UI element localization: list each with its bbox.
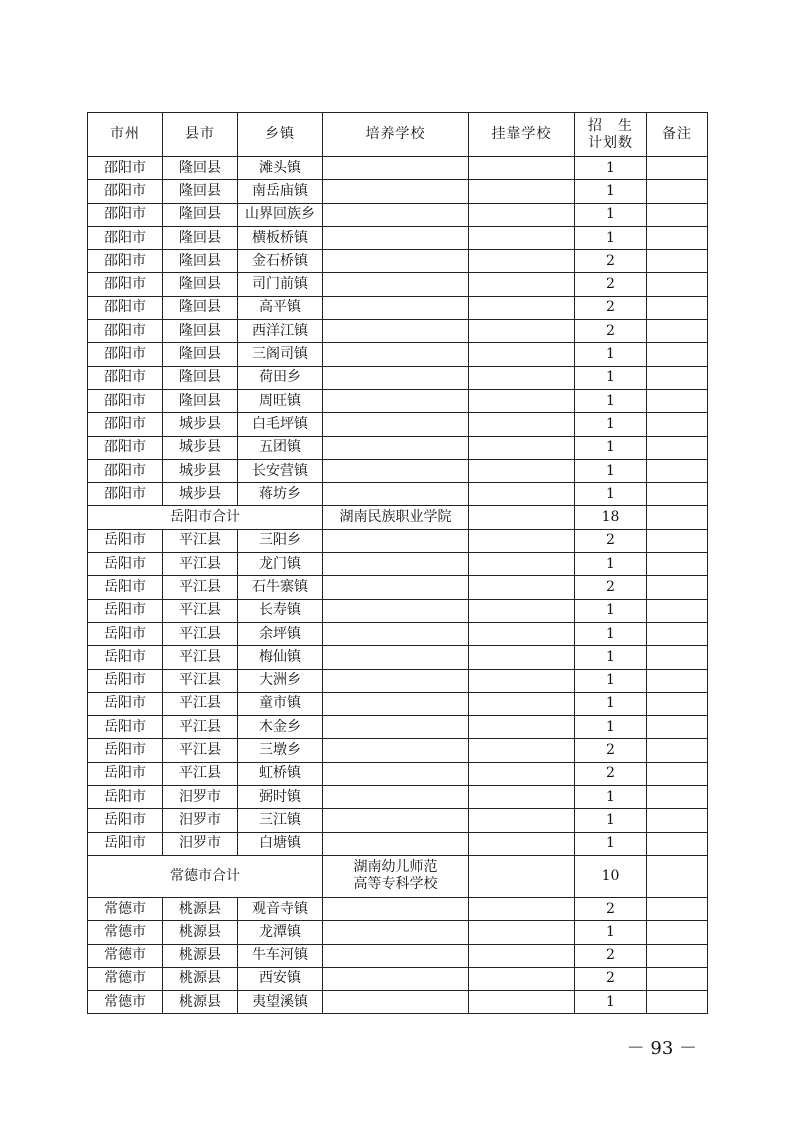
school-cell <box>323 599 469 622</box>
affiliated-cell <box>469 250 575 273</box>
town-cell: 长寿镇 <box>238 599 323 622</box>
county-cell: 平江县 <box>163 529 238 552</box>
county-cell: 桃源县 <box>163 991 238 1014</box>
city-cell: 邵阳市 <box>88 250 163 273</box>
header-county: 县市 <box>163 113 238 157</box>
header-affiliated: 挂靠学校 <box>469 113 575 157</box>
plan-cell: 2 <box>575 967 647 990</box>
table-row <box>88 991 708 1014</box>
plan-cell: 1 <box>575 226 647 249</box>
plan-cell: 2 <box>575 576 647 599</box>
remark-cell <box>647 180 708 203</box>
affiliated-cell <box>469 692 575 715</box>
affiliated-cell <box>469 553 575 576</box>
town-cell: 观音寺镇 <box>238 897 323 920</box>
county-cell: 城步县 <box>163 413 238 436</box>
city-cell: 邵阳市 <box>88 483 163 506</box>
city-cell: 岳阳市 <box>88 622 163 645</box>
table-row <box>88 343 708 366</box>
remark-cell <box>647 413 708 436</box>
town-cell: 高平镇 <box>238 296 323 319</box>
county-cell: 平江县 <box>163 739 238 762</box>
header-plan-line1: 招 生 <box>588 117 633 134</box>
total-school-line2: 高等专科学校 <box>353 876 438 893</box>
plan-cell: 2 <box>575 273 647 296</box>
affiliated-cell <box>469 967 575 990</box>
total-row <box>88 506 708 529</box>
total-school-cell: 湖南民族职业学院 <box>323 506 469 529</box>
town-cell: 五团镇 <box>238 436 323 459</box>
county-cell: 平江县 <box>163 622 238 645</box>
affiliated-cell <box>469 506 575 529</box>
city-cell: 岳阳市 <box>88 529 163 552</box>
total-row <box>88 855 708 897</box>
remark-cell <box>647 203 708 226</box>
affiliated-cell <box>469 921 575 944</box>
affiliated-cell <box>469 786 575 809</box>
affiliated-cell <box>469 622 575 645</box>
header-remark: 备注 <box>647 113 708 157</box>
table-row <box>88 203 708 226</box>
table-row <box>88 366 708 389</box>
school-cell <box>323 226 469 249</box>
table-row <box>88 809 708 832</box>
table-row <box>88 157 708 180</box>
plan-cell: 1 <box>575 343 647 366</box>
school-cell <box>323 622 469 645</box>
plan-cell: 1 <box>575 646 647 669</box>
table-row <box>88 622 708 645</box>
total-school-cell <box>323 855 469 897</box>
school-cell <box>323 692 469 715</box>
table-row <box>88 716 708 739</box>
remark-cell <box>647 967 708 990</box>
city-cell: 岳阳市 <box>88 832 163 855</box>
town-cell: 南岳庙镇 <box>238 180 323 203</box>
city-cell: 常德市 <box>88 921 163 944</box>
city-cell: 岳阳市 <box>88 739 163 762</box>
town-cell: 长安营镇 <box>238 459 323 482</box>
remark-cell <box>647 157 708 180</box>
county-cell: 隆回县 <box>163 226 238 249</box>
affiliated-cell <box>469 343 575 366</box>
plan-cell: 1 <box>575 599 647 622</box>
school-cell <box>323 832 469 855</box>
plan-cell: 1 <box>575 921 647 944</box>
county-cell: 隆回县 <box>163 273 238 296</box>
total-label-cell: 常德市合计 <box>88 855 323 897</box>
plan-cell: 1 <box>575 786 647 809</box>
table-row <box>88 296 708 319</box>
town-cell: 西洋江镇 <box>238 320 323 343</box>
county-cell: 隆回县 <box>163 180 238 203</box>
remark-cell <box>647 944 708 967</box>
table-row <box>88 553 708 576</box>
affiliated-cell <box>469 296 575 319</box>
school-cell <box>323 459 469 482</box>
town-cell: 龙潭镇 <box>238 921 323 944</box>
town-cell: 梅仙镇 <box>238 646 323 669</box>
county-cell: 隆回县 <box>163 157 238 180</box>
plan-cell: 1 <box>575 692 647 715</box>
table-row <box>88 389 708 412</box>
town-cell: 西安镇 <box>238 967 323 990</box>
plan-cell: 2 <box>575 762 647 785</box>
table-row <box>88 436 708 459</box>
school-cell <box>323 389 469 412</box>
city-cell: 岳阳市 <box>88 716 163 739</box>
school-cell <box>323 809 469 832</box>
school-cell <box>323 716 469 739</box>
county-cell: 桃源县 <box>163 967 238 990</box>
remark-cell <box>647 762 708 785</box>
city-cell: 岳阳市 <box>88 809 163 832</box>
table-row <box>88 413 708 436</box>
plan-cell: 2 <box>575 897 647 920</box>
school-cell <box>323 296 469 319</box>
town-cell: 大洲乡 <box>238 669 323 692</box>
school-cell <box>323 343 469 366</box>
county-cell: 隆回县 <box>163 320 238 343</box>
county-cell: 汨罗市 <box>163 832 238 855</box>
city-cell: 常德市 <box>88 944 163 967</box>
plan-cell: 1 <box>575 483 647 506</box>
plan-cell: 1 <box>575 553 647 576</box>
plan-cell: 2 <box>575 296 647 319</box>
remark-cell <box>647 991 708 1014</box>
town-cell: 金石桥镇 <box>238 250 323 273</box>
affiliated-cell <box>469 157 575 180</box>
remark-cell <box>647 716 708 739</box>
affiliated-cell <box>469 762 575 785</box>
county-cell: 桃源县 <box>163 921 238 944</box>
header-row <box>88 113 708 157</box>
school-cell <box>323 250 469 273</box>
affiliated-cell <box>469 944 575 967</box>
city-cell: 岳阳市 <box>88 762 163 785</box>
remark-cell <box>647 646 708 669</box>
plan-cell: 1 <box>575 203 647 226</box>
school-cell <box>323 576 469 599</box>
enrollment-plan-table <box>87 112 708 1014</box>
header-city: 市州 <box>88 113 163 157</box>
affiliated-cell <box>469 897 575 920</box>
total-school-line1: 湖南幼儿师范 <box>353 859 438 876</box>
table-row <box>88 273 708 296</box>
school-cell <box>323 786 469 809</box>
town-cell: 石牛寨镇 <box>238 576 323 599</box>
table-row <box>88 180 708 203</box>
remark-cell <box>647 786 708 809</box>
header-town: 乡镇 <box>238 113 323 157</box>
table-row <box>88 459 708 482</box>
page-number: － 93 － <box>626 1038 697 1059</box>
county-cell: 汨罗市 <box>163 786 238 809</box>
school-cell <box>323 273 469 296</box>
city-cell: 岳阳市 <box>88 786 163 809</box>
town-cell: 滩头镇 <box>238 157 323 180</box>
table-row <box>88 576 708 599</box>
remark-cell <box>647 553 708 576</box>
affiliated-cell <box>469 273 575 296</box>
school-cell <box>323 897 469 920</box>
school-cell <box>323 203 469 226</box>
remark-cell <box>647 832 708 855</box>
town-cell: 三阳乡 <box>238 529 323 552</box>
city-cell: 邵阳市 <box>88 296 163 319</box>
affiliated-cell <box>469 646 575 669</box>
affiliated-cell <box>469 716 575 739</box>
county-cell: 隆回县 <box>163 366 238 389</box>
city-cell: 岳阳市 <box>88 646 163 669</box>
town-cell: 童市镇 <box>238 692 323 715</box>
table-row <box>88 967 708 990</box>
plan-cell: 1 <box>575 832 647 855</box>
plan-cell: 1 <box>575 413 647 436</box>
affiliated-cell <box>469 483 575 506</box>
table-row <box>88 226 708 249</box>
affiliated-cell <box>469 180 575 203</box>
affiliated-cell <box>469 389 575 412</box>
affiliated-cell <box>469 203 575 226</box>
city-cell: 邵阳市 <box>88 273 163 296</box>
town-cell: 木金乡 <box>238 716 323 739</box>
county-cell: 城步县 <box>163 459 238 482</box>
table-row <box>88 739 708 762</box>
plan-cell: 2 <box>575 739 647 762</box>
remark-cell <box>647 343 708 366</box>
plan-cell: 1 <box>575 180 647 203</box>
affiliated-cell <box>469 599 575 622</box>
plan-cell: 2 <box>575 529 647 552</box>
county-cell: 汨罗市 <box>163 809 238 832</box>
affiliated-cell <box>469 739 575 762</box>
county-cell: 平江县 <box>163 553 238 576</box>
remark-cell <box>647 897 708 920</box>
affiliated-cell <box>469 809 575 832</box>
county-cell: 平江县 <box>163 576 238 599</box>
remark-cell <box>647 739 708 762</box>
town-cell: 周旺镇 <box>238 389 323 412</box>
remark-cell <box>647 622 708 645</box>
school-cell <box>323 320 469 343</box>
town-cell: 三江镇 <box>238 809 323 832</box>
school-cell <box>323 413 469 436</box>
affiliated-cell <box>469 366 575 389</box>
table-row <box>88 832 708 855</box>
city-cell: 常德市 <box>88 897 163 920</box>
remark-cell <box>647 692 708 715</box>
affiliated-cell <box>469 855 575 897</box>
remark-cell <box>647 273 708 296</box>
remark-cell <box>647 459 708 482</box>
table-row <box>88 320 708 343</box>
city-cell: 岳阳市 <box>88 576 163 599</box>
header-plan <box>575 113 647 157</box>
county-cell: 隆回县 <box>163 203 238 226</box>
affiliated-cell <box>469 226 575 249</box>
remark-cell <box>647 809 708 832</box>
remark-cell <box>647 669 708 692</box>
affiliated-cell <box>469 320 575 343</box>
plan-cell: 1 <box>575 716 647 739</box>
county-cell: 隆回县 <box>163 250 238 273</box>
school-cell <box>323 762 469 785</box>
table-row <box>88 483 708 506</box>
affiliated-cell <box>469 669 575 692</box>
city-cell: 邵阳市 <box>88 320 163 343</box>
table-row <box>88 529 708 552</box>
plan-cell: 1 <box>575 389 647 412</box>
table-row <box>88 944 708 967</box>
county-cell: 隆回县 <box>163 343 238 366</box>
city-cell: 邵阳市 <box>88 366 163 389</box>
city-cell: 邵阳市 <box>88 157 163 180</box>
table-row <box>88 762 708 785</box>
affiliated-cell <box>469 436 575 459</box>
city-cell: 邵阳市 <box>88 226 163 249</box>
remark-cell <box>647 436 708 459</box>
town-cell: 夷望溪镇 <box>238 991 323 1014</box>
table-row <box>88 250 708 273</box>
town-cell: 横板桥镇 <box>238 226 323 249</box>
town-cell: 蒋坊乡 <box>238 483 323 506</box>
total-plan-cell: 18 <box>575 506 647 529</box>
school-cell <box>323 529 469 552</box>
remark-cell <box>647 296 708 319</box>
county-cell: 平江县 <box>163 669 238 692</box>
school-cell <box>323 991 469 1014</box>
plan-cell: 1 <box>575 459 647 482</box>
county-cell: 平江县 <box>163 646 238 669</box>
town-cell: 荷田乡 <box>238 366 323 389</box>
plan-cell: 1 <box>575 366 647 389</box>
town-cell: 白塘镇 <box>238 832 323 855</box>
city-cell: 岳阳市 <box>88 669 163 692</box>
city-cell: 邵阳市 <box>88 413 163 436</box>
school-cell <box>323 739 469 762</box>
county-cell: 城步县 <box>163 483 238 506</box>
county-cell: 隆回县 <box>163 389 238 412</box>
affiliated-cell <box>469 991 575 1014</box>
table-row <box>88 897 708 920</box>
total-label-cell: 岳阳市合计 <box>88 506 323 529</box>
school-cell <box>323 483 469 506</box>
county-cell: 隆回县 <box>163 296 238 319</box>
school-cell <box>323 436 469 459</box>
school-cell <box>323 967 469 990</box>
table-row <box>88 692 708 715</box>
city-cell: 常德市 <box>88 991 163 1014</box>
affiliated-cell <box>469 576 575 599</box>
remark-cell <box>647 389 708 412</box>
remark-cell <box>647 921 708 944</box>
county-cell: 平江县 <box>163 716 238 739</box>
school-cell <box>323 944 469 967</box>
school-cell <box>323 646 469 669</box>
school-cell <box>323 366 469 389</box>
city-cell: 岳阳市 <box>88 692 163 715</box>
plan-cell: 2 <box>575 250 647 273</box>
affiliated-cell <box>469 413 575 436</box>
school-cell <box>323 553 469 576</box>
town-cell: 司门前镇 <box>238 273 323 296</box>
remark-cell <box>647 529 708 552</box>
plan-cell: 1 <box>575 669 647 692</box>
affiliated-cell <box>469 459 575 482</box>
header-plan-line2: 计划数 <box>588 134 633 151</box>
table-row <box>88 599 708 622</box>
school-cell <box>323 921 469 944</box>
remark-cell <box>647 576 708 599</box>
town-cell: 余坪镇 <box>238 622 323 645</box>
school-cell <box>323 180 469 203</box>
county-cell: 桃源县 <box>163 944 238 967</box>
town-cell: 山界回族乡 <box>238 203 323 226</box>
city-cell: 邵阳市 <box>88 203 163 226</box>
county-cell: 平江县 <box>163 762 238 785</box>
plan-cell: 1 <box>575 157 647 180</box>
remark-cell <box>647 483 708 506</box>
remark-cell <box>647 599 708 622</box>
total-plan-cell: 10 <box>575 855 647 897</box>
city-cell: 岳阳市 <box>88 553 163 576</box>
town-cell: 白毛坪镇 <box>238 413 323 436</box>
town-cell: 虹桥镇 <box>238 762 323 785</box>
county-cell: 平江县 <box>163 599 238 622</box>
plan-cell: 1 <box>575 436 647 459</box>
city-cell: 常德市 <box>88 967 163 990</box>
remark-cell <box>647 250 708 273</box>
affiliated-cell <box>469 832 575 855</box>
city-cell: 邵阳市 <box>88 436 163 459</box>
table-row <box>88 646 708 669</box>
table-row <box>88 921 708 944</box>
city-cell: 邵阳市 <box>88 389 163 412</box>
plan-cell: 2 <box>575 944 647 967</box>
county-cell: 平江县 <box>163 692 238 715</box>
county-cell: 城步县 <box>163 436 238 459</box>
city-cell: 岳阳市 <box>88 599 163 622</box>
plan-cell: 2 <box>575 320 647 343</box>
remark-cell <box>647 320 708 343</box>
city-cell: 邵阳市 <box>88 343 163 366</box>
remark-cell <box>647 366 708 389</box>
county-cell: 桃源县 <box>163 897 238 920</box>
town-cell: 三阁司镇 <box>238 343 323 366</box>
town-cell: 弼时镇 <box>238 786 323 809</box>
plan-cell: 1 <box>575 809 647 832</box>
town-cell: 龙门镇 <box>238 553 323 576</box>
header-school: 培养学校 <box>323 113 469 157</box>
remark-cell <box>647 226 708 249</box>
city-cell: 邵阳市 <box>88 459 163 482</box>
plan-cell: 1 <box>575 991 647 1014</box>
table-row <box>88 786 708 809</box>
remark-cell <box>647 855 708 897</box>
town-cell: 牛车河镇 <box>238 944 323 967</box>
school-cell <box>323 157 469 180</box>
city-cell: 邵阳市 <box>88 180 163 203</box>
table-row <box>88 669 708 692</box>
remark-cell <box>647 506 708 529</box>
affiliated-cell <box>469 529 575 552</box>
town-cell: 三墩乡 <box>238 739 323 762</box>
school-cell <box>323 669 469 692</box>
plan-cell: 1 <box>575 622 647 645</box>
